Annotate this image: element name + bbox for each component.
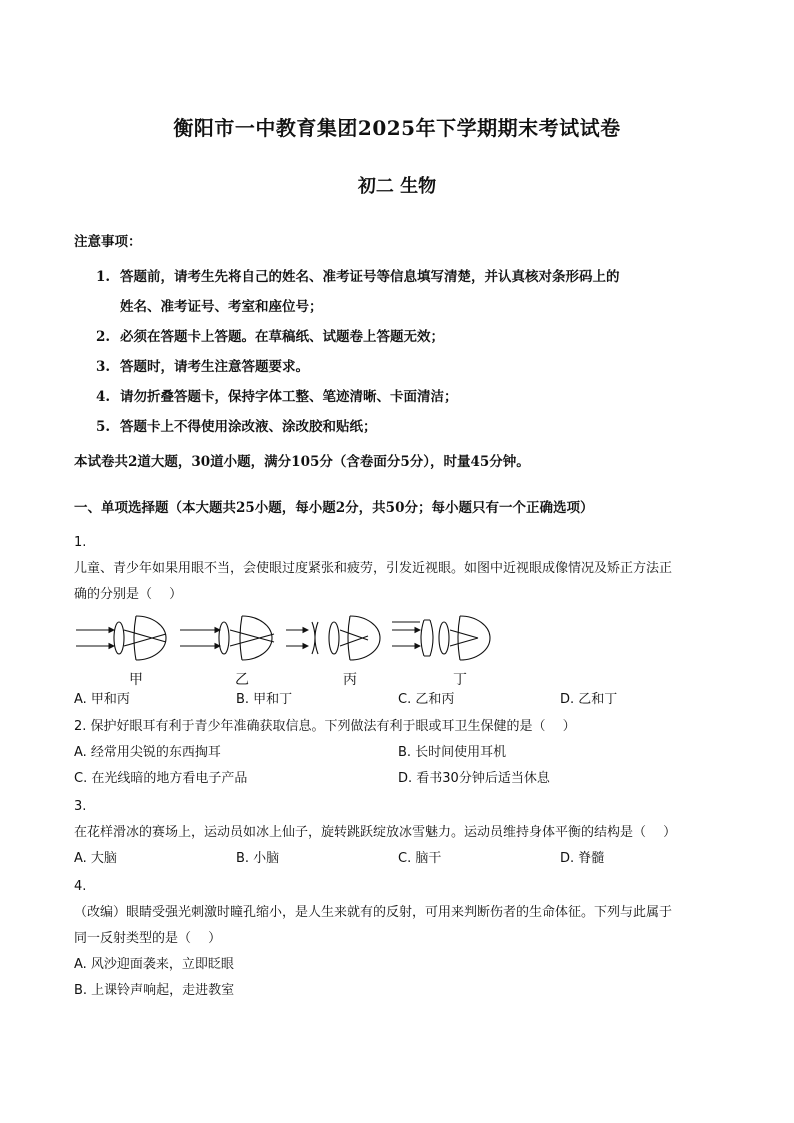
option-a[interactable]: A. 大脑	[74, 851, 117, 866]
question-1-options	[74, 687, 724, 713]
figure-label-bing: 丙	[343, 672, 357, 688]
option-c[interactable]: C. 乙和丙	[398, 692, 455, 707]
question-4	[74, 874, 724, 1004]
option-a[interactable]: A. 经常用尖锐的东西掏耳	[74, 745, 221, 760]
question-3	[74, 794, 724, 872]
eye-diagram-ding	[392, 616, 490, 660]
figure-label-jia: 甲	[129, 672, 143, 688]
exam-subject: 初二 生物	[357, 176, 437, 197]
question-2	[74, 714, 724, 792]
notice-item-number: 1.	[96, 269, 111, 285]
question-stem: 同一反射类型的是（ ）	[74, 931, 222, 946]
option-b[interactable]: B. 甲和丁	[236, 692, 293, 707]
notice-item	[96, 382, 726, 412]
notice-item-text: 请勿折叠答题卡，保持字体工整、笔迹清晰、卡面清洁；	[120, 389, 458, 405]
eye-diagram-figure	[74, 608, 498, 688]
question-1	[74, 530, 724, 608]
option-a[interactable]: A. 风沙迎面袭来，立即眨眼	[74, 957, 234, 972]
question-number: 4.	[74, 879, 87, 894]
option-b[interactable]: B. 上课铃声响起，走进教室	[74, 983, 235, 998]
notice-item-text: 答题卡上不得使用涂改液、涂改胶和贴纸；	[120, 419, 377, 435]
question-number: 3.	[74, 799, 87, 814]
eye-diagram-bing	[286, 616, 380, 660]
notice-item-number: 5.	[96, 419, 111, 435]
question-stem: 在花样滑冰的赛场上，运动员如冰上仙子，旋转跳跃绽放冰雪魅力。运动员维持身体平衡的结构是（ ）	[74, 825, 677, 840]
question-stem: 儿童、青少年如果用眼不当，会使眼过度紧张和疲劳，引发近视眼。如图中近视眼成像情况及矫正方法正	[74, 561, 673, 576]
notice-item-text: 答题时，请考生注意答题要求。	[120, 359, 309, 375]
option-c[interactable]: C. 脑干	[398, 851, 442, 866]
question-stem: 2. 保护好眼耳有利于青少年准确获取信息。下列做法有利于眼或耳卫生保健的是（ ）	[74, 719, 576, 734]
question-stem: （改编）眼睛受强光刺激时瞳孔缩小，是人生来就有的反射，可用来判断伤者的生命体征。下列与此属于	[74, 905, 673, 920]
notice-list	[96, 262, 726, 442]
notice-item	[96, 262, 726, 322]
question-number: 1.	[74, 535, 87, 550]
section-heading: 一、单项选择题（本大题共25小题，每小题2分，共50分；每小题只有一个正确选项）	[74, 500, 594, 516]
notice-item-text: 必须在答题卡上答题。在草稿纸、试题卷上答题无效；	[120, 329, 444, 345]
exam-summary: 本试卷共2道大题，30道小题，满分105分（含卷面分5分），时量45分钟。	[74, 454, 530, 470]
option-b[interactable]: B. 长时间使用耳机	[398, 745, 507, 760]
notice-item-number: 4.	[96, 389, 111, 405]
option-c[interactable]: C. 在光线暗的地方看电子产品	[74, 771, 248, 786]
option-d[interactable]: D. 脊髓	[560, 851, 605, 866]
notice-item	[96, 412, 726, 442]
eye-diagram-yi	[180, 616, 274, 660]
figure-label-ding: 丁	[453, 672, 467, 688]
notice-item	[96, 322, 726, 352]
notice-item-text	[120, 262, 726, 322]
notice-item-number: 3.	[96, 359, 111, 375]
exam-title: 衡阳市一中教育集团2025年下学期期末考试试卷	[173, 116, 621, 140]
figure-label-yi: 乙	[235, 672, 249, 688]
notice-item-line: 答题前，请考生先将自己的姓名、准考证号等信息填写清楚，并认真核对条形码上的	[120, 269, 620, 285]
eye-diagram-jia	[76, 616, 166, 660]
notice-item-line: 姓名、准考证号、考室和座位号；	[120, 299, 323, 315]
option-d[interactable]: D. 看书30分钟后适当休息	[398, 771, 550, 786]
question-stem: 确的分别是（ ）	[74, 587, 183, 602]
notice-heading: 注意事项：	[74, 234, 142, 250]
notice-item-number: 2.	[96, 329, 111, 345]
option-a[interactable]: A. 甲和丙	[74, 692, 130, 707]
option-b[interactable]: B. 小脑	[236, 851, 280, 866]
notice-item	[96, 352, 726, 382]
option-d[interactable]: D. 乙和丁	[560, 692, 618, 707]
